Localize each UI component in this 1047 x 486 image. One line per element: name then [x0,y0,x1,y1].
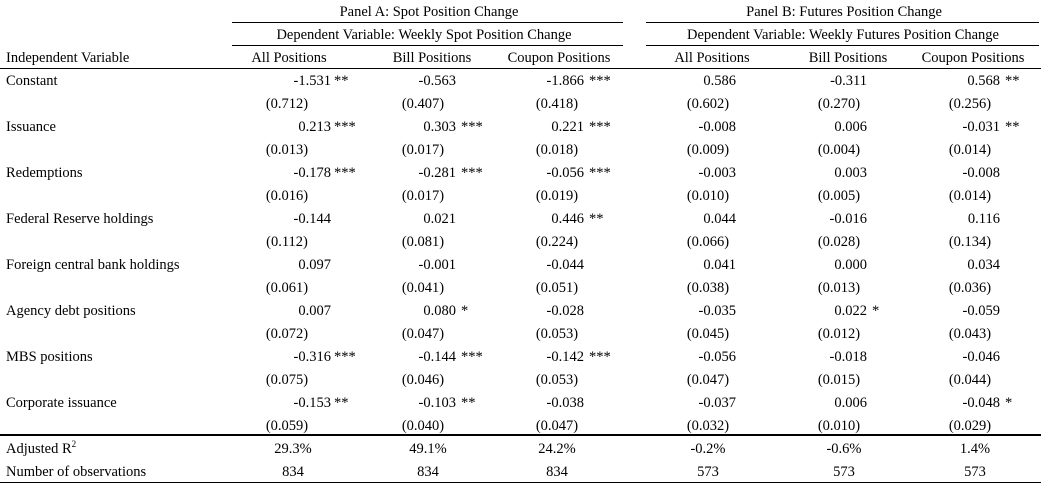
standard-error-cell: (0.072) [265,326,309,342]
standard-error-cell: (0.256) [948,96,992,112]
coefficient-cell: -0.059 [962,303,1000,319]
coefficient-cell: -0.018 [829,349,867,365]
panel-a-title: Panel A: Spot Position Change [339,4,519,20]
standard-error-cell: (0.047) [686,372,730,388]
row-label: Redemptions [6,165,83,181]
standard-error-cell: (0.602) [686,96,730,112]
significance-stars: ** [334,395,349,411]
col-header-a-bill: Bill Positions [392,50,472,66]
coefficient-cell: -0.031 [962,119,1000,135]
standard-error-cell: (0.075) [265,372,309,388]
row-label: Issuance [6,119,56,135]
coefficient-cell: 0.221 [551,119,584,135]
coefficient-cell: 0.006 [834,395,867,411]
standard-error-cell: (0.043) [948,326,992,342]
standard-error-cell: (0.014) [948,142,992,158]
standard-error-cell: (0.016) [265,188,309,204]
header-rule [0,68,1041,69]
footer-value-cell: 24.2% [538,441,576,457]
footer-value-cell: 834 [546,464,568,480]
coefficient-cell: -0.046 [962,349,1000,365]
row-label: MBS positions [6,349,93,365]
standard-error-cell: (0.013) [817,280,861,296]
coefficient-cell: -0.008 [698,119,736,135]
coefficient-cell: 0.568 [967,73,1000,89]
standard-error-cell: (0.028) [817,234,861,250]
significance-stars: *** [334,119,356,135]
standard-error-cell: (0.066) [686,234,730,250]
significance-stars: ** [1005,119,1020,135]
standard-error-cell: (0.040) [401,418,445,434]
panel-b-dependent: Dependent Variable: Weekly Futures Position Change [686,27,1000,43]
standard-error-cell: (0.012) [817,326,861,342]
coefficient-cell: -0.003 [698,165,736,181]
significance-stars: *** [461,165,483,181]
coefficient-cell: 0.586 [703,73,736,89]
standard-error-cell: (0.046) [401,372,445,388]
row-label: Foreign central bank holdings [6,257,180,273]
coefficient-cell: -0.038 [546,395,584,411]
significance-stars: ** [589,211,604,227]
coefficient-cell: -0.144 [293,211,331,227]
significance-stars: ** [461,395,476,411]
coefficient-cell: 0.213 [298,119,331,135]
footer-value-cell: 573 [833,464,855,480]
footer-value-cell: 49.1% [409,441,447,457]
coefficient-cell: -0.153 [293,395,331,411]
coefficient-cell: 0.446 [551,211,584,227]
standard-error-cell: (0.004) [817,142,861,158]
panel-a-dependent-rule [232,45,623,46]
row-label: Corporate issuance [6,395,117,411]
standard-error-cell: (0.053) [535,372,579,388]
panel-b-dependent-rule [646,45,1039,46]
standard-error-cell: (0.029) [948,418,992,434]
significance-stars: * [872,303,880,319]
standard-error-cell: (0.051) [535,280,579,296]
coefficient-cell: -0.008 [962,165,1000,181]
footer-value-cell: 573 [964,464,986,480]
standard-error-cell: (0.013) [265,142,309,158]
standard-error-cell: (0.045) [686,326,730,342]
coefficient-cell: -0.016 [829,211,867,227]
standard-error-cell: (0.017) [401,188,445,204]
coefficient-cell: 0.003 [834,165,867,181]
footer-value-cell: 834 [282,464,304,480]
standard-error-cell: (0.059) [265,418,309,434]
row-header: Independent Variable [6,50,130,66]
coefficient-cell: -1.866 [546,73,584,89]
coefficient-cell: 0.021 [423,211,456,227]
standard-error-cell: (0.036) [948,280,992,296]
standard-error-cell: (0.009) [686,142,730,158]
significance-stars: *** [461,349,483,365]
standard-error-cell: (0.005) [817,188,861,204]
coefficient-cell: 0.000 [834,257,867,273]
significance-stars: ** [1005,73,1020,89]
bottom-rule [0,482,1041,483]
standard-error-cell: (0.018) [535,142,579,158]
col-header-b-coupon: Coupon Positions [921,50,1025,66]
coefficient-cell: -1.531 [293,73,331,89]
standard-error-cell: (0.014) [948,188,992,204]
coefficient-cell: 0.116 [967,211,1000,227]
footer-label-text: Adjusted R [6,441,72,457]
col-header-a-all: All Positions [251,50,327,66]
significance-stars: *** [334,349,356,365]
standard-error-cell: (0.044) [948,372,992,388]
standard-error-cell: (0.407) [401,96,445,112]
row-label: Federal Reserve holdings [6,211,154,227]
coefficient-cell: 0.303 [423,119,456,135]
coefficient-cell: -0.037 [698,395,736,411]
standard-error-cell: (0.061) [265,280,309,296]
standard-error-cell: (0.270) [817,96,861,112]
standard-error-cell: (0.032) [686,418,730,434]
footer-label-superscript: 2 [71,439,77,449]
coefficient-cell: 0.041 [703,257,736,273]
coefficient-cell: -0.178 [293,165,331,181]
footer-label [6,441,76,458]
col-header-b-bill: Bill Positions [808,50,888,66]
footer-label [6,464,146,481]
standard-error-cell: (0.047) [535,418,579,434]
panel-b-title: Panel B: Futures Position Change [746,4,942,20]
significance-stars: *** [461,119,483,135]
standard-error-cell: (0.038) [686,280,730,296]
footer-value-cell: -0.6% [826,441,862,457]
standard-error-cell: (0.010) [817,418,861,434]
row-label: Constant [6,73,58,89]
coefficient-cell: -0.316 [293,349,331,365]
coefficient-cell: 0.044 [703,211,736,227]
significance-stars: * [461,303,469,319]
coefficient-cell: -0.103 [418,395,456,411]
standard-error-cell: (0.010) [686,188,730,204]
coefficient-cell: 0.097 [298,257,331,273]
significance-stars: *** [589,73,611,89]
coefficient-cell: -0.563 [418,73,456,89]
coefficient-cell: -0.311 [830,73,867,89]
significance-stars: *** [589,349,611,365]
col-header-b-all: All Positions [674,50,750,66]
standard-error-cell: (0.081) [401,234,445,250]
standard-error-cell: (0.112) [266,234,308,250]
standard-error-cell: (0.712) [265,96,309,112]
coefficient-cell: 0.022 [834,303,867,319]
significance-stars: * [1005,395,1013,411]
panel-b-rule [646,22,1039,23]
col-header-a-coupon: Coupon Positions [507,50,611,66]
panel-a-dependent: Dependent Variable: Weekly Spot Position Change [276,27,572,43]
panel-a-rule [232,22,623,23]
footer-rule [0,434,1041,436]
standard-error-cell: (0.017) [401,142,445,158]
coefficient-cell: 0.080 [423,303,456,319]
significance-stars: *** [589,165,611,181]
footer-label-text: Number of observations [6,464,147,480]
row-label: Agency debt positions [6,303,136,319]
coefficient-cell: -0.048 [962,395,1000,411]
coefficient-cell: 0.006 [834,119,867,135]
footer-value-cell: 573 [697,464,719,480]
coefficient-cell: -0.001 [418,257,456,273]
standard-error-cell: (0.224) [535,234,579,250]
coefficient-cell: -0.044 [546,257,584,273]
significance-stars: *** [589,119,611,135]
standard-error-cell: (0.134) [948,234,992,250]
footer-value-cell: 1.4% [959,441,991,457]
coefficient-cell: 0.007 [298,303,331,319]
coefficient-cell: -0.144 [418,349,456,365]
standard-error-cell: (0.418) [535,96,579,112]
footer-value-cell: 834 [417,464,439,480]
coefficient-cell: -0.142 [546,349,584,365]
significance-stars: *** [334,165,356,181]
standard-error-cell: (0.015) [817,372,861,388]
coefficient-cell: -0.056 [698,349,736,365]
coefficient-cell: -0.035 [698,303,736,319]
coefficient-cell: -0.028 [546,303,584,319]
coefficient-cell: 0.034 [967,257,1000,273]
significance-stars: ** [334,73,349,89]
footer-value-cell: 29.3% [274,441,312,457]
coefficient-cell: -0.056 [546,165,584,181]
footer-value-cell: -0.2% [690,441,726,457]
standard-error-cell: (0.041) [401,280,445,296]
coefficient-cell: -0.281 [418,165,456,181]
standard-error-cell: (0.047) [401,326,445,342]
standard-error-cell: (0.053) [535,326,579,342]
standard-error-cell: (0.019) [535,188,579,204]
